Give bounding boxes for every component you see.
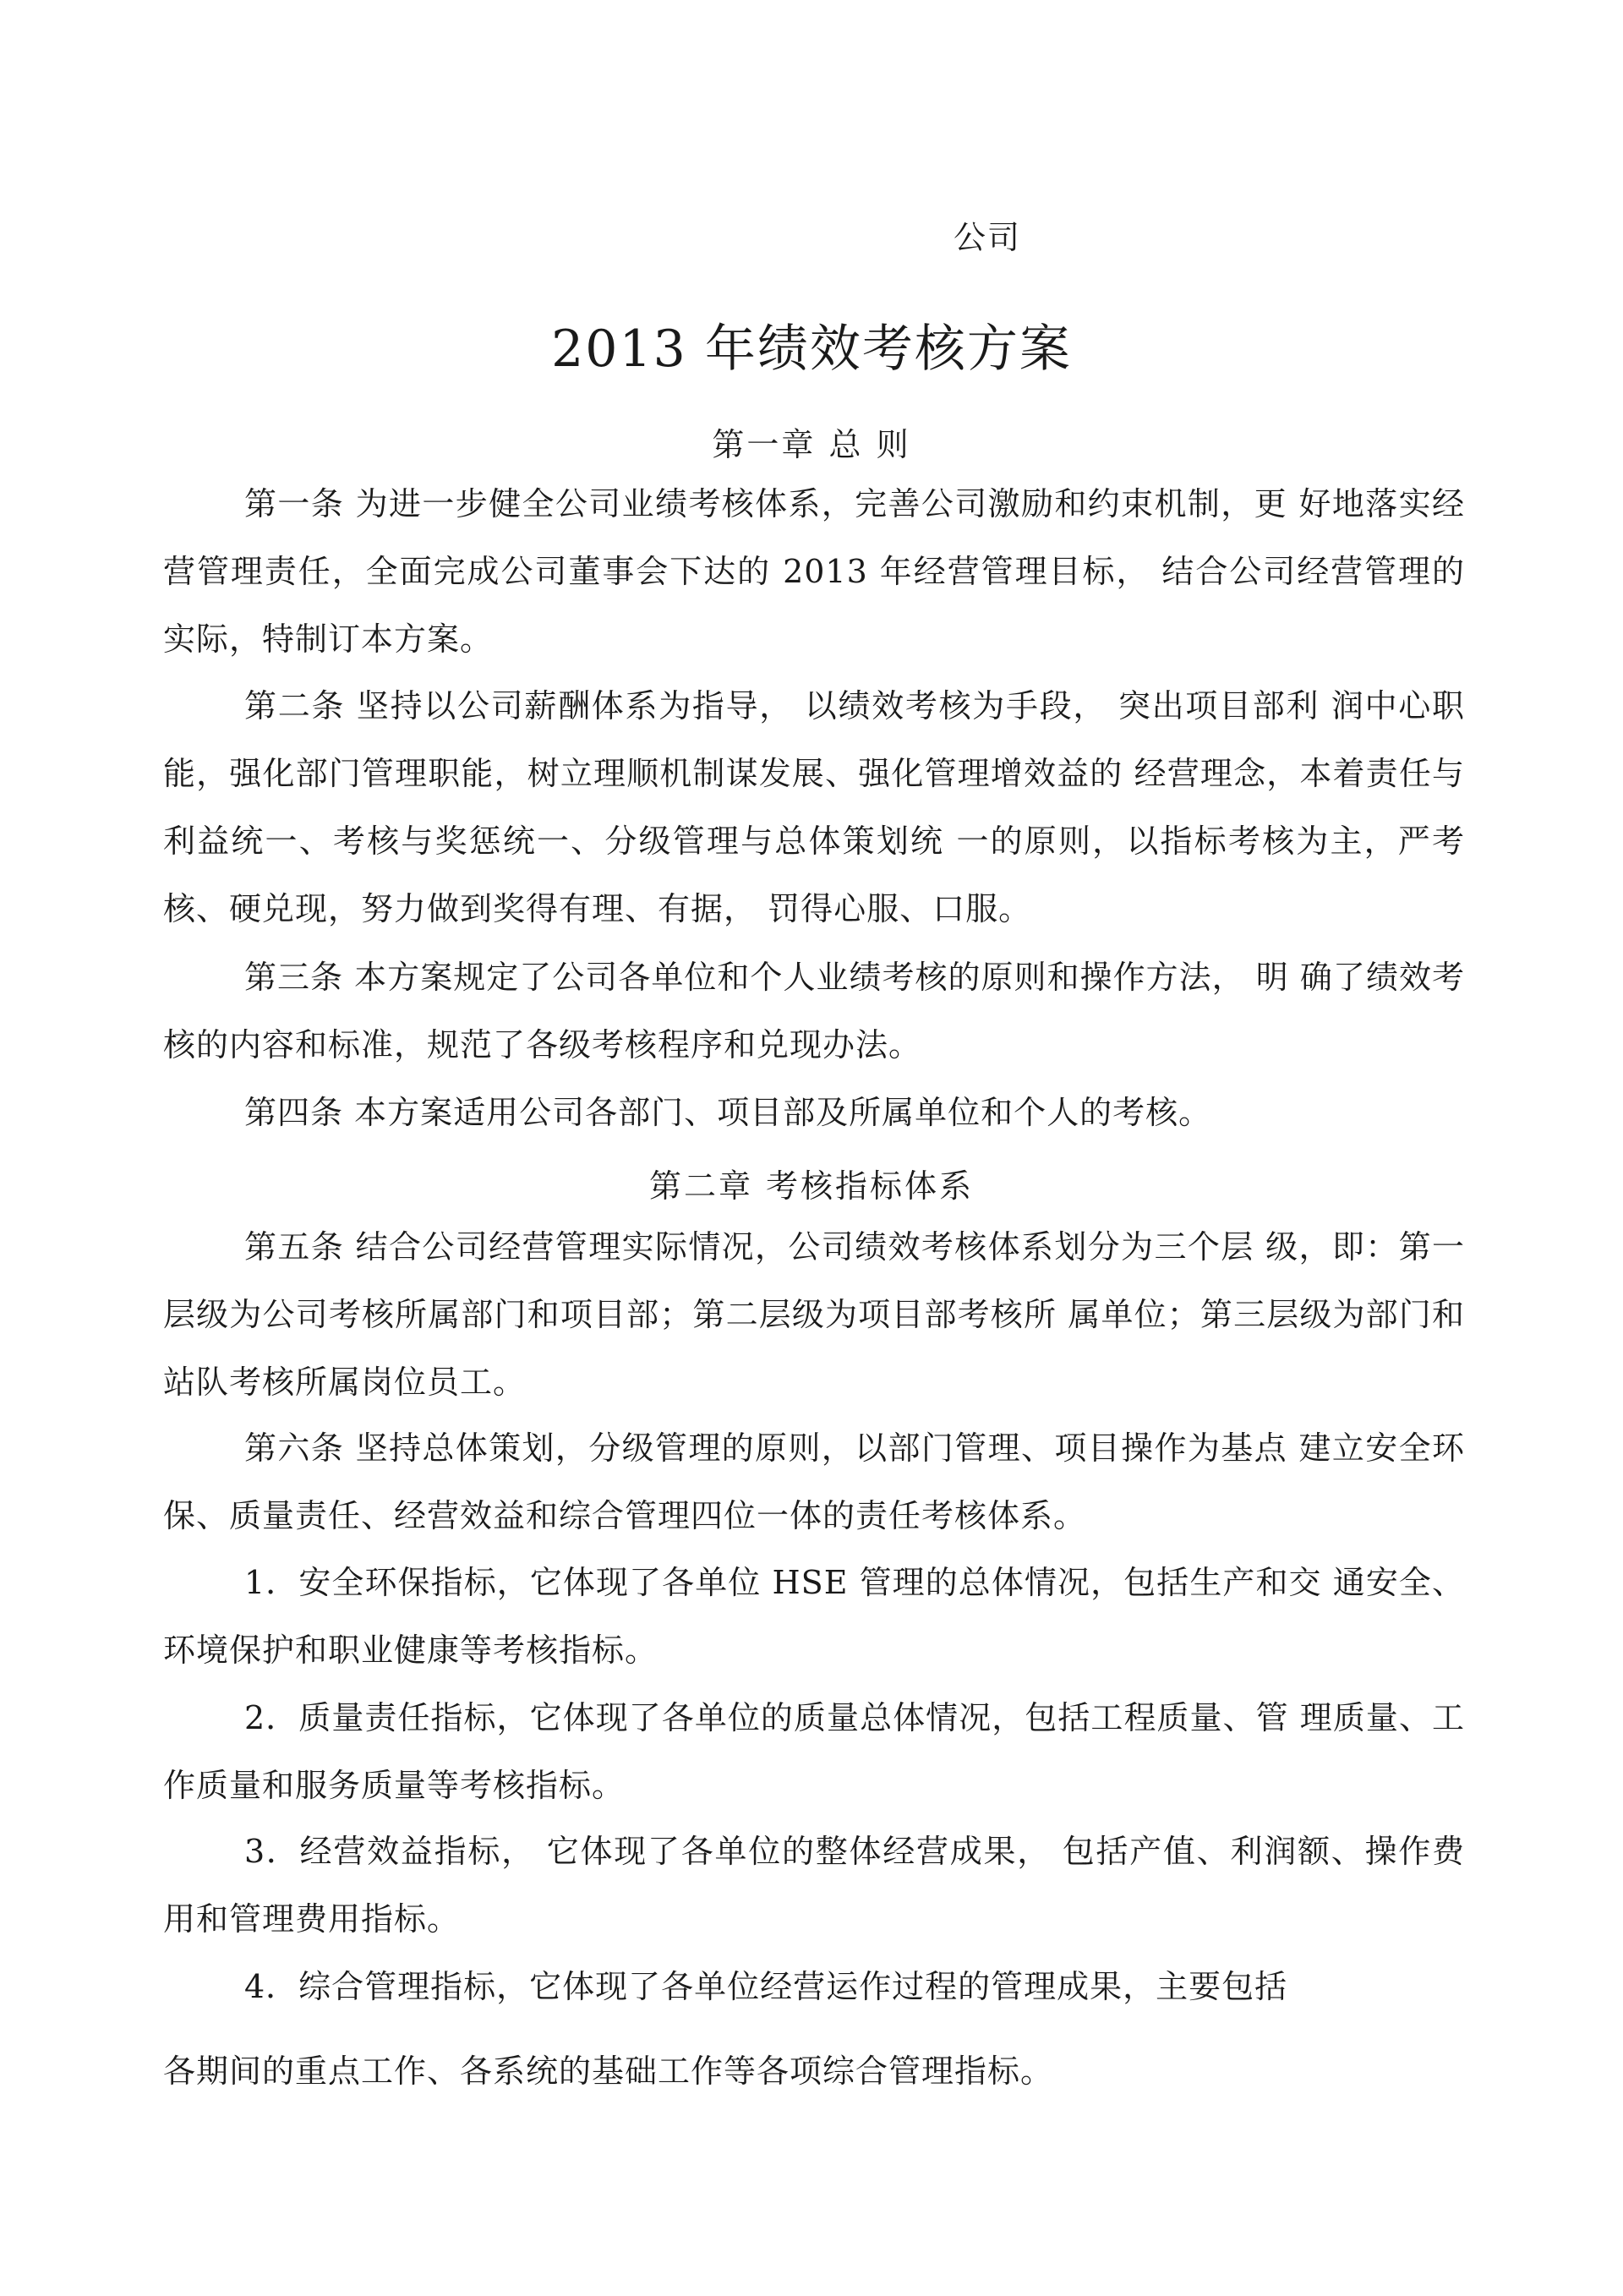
- chapter-heading-2: 第二章 考核指标体系: [648, 1167, 975, 1205]
- article-2-paragraph: 第二条 坚持以公司薪酬体系为指导， 以绩效考核为手段， 突出项目部利 润中心职能，强化部门管理职能，树立理顺机制谋发展、强化管理增效益的 经营理念，本着责任与利益统一、考核与奖惩统一、分级管理与总体策划统 一的原则，以指标考核为主，严考核、硬兑现，努力做到奖得有理、有据， 罚得心服、口服。: [163, 687, 1465, 927]
- article-1-paragraph: 第一条 为进一步健全公司业绩考核体系，完善公司激励和约束机制，更 好地落实经营管理责任，全面完成公司董事会下达的 2013 年经营管理目标， 结合公司经营管理的实际，特制订本方案。: [163, 485, 1465, 658]
- chapter-heading-1: 第一章 总 则: [712, 426, 911, 463]
- article-3-paragraph: 第三条 本方案规定了公司各单位和个人业绩考核的原则和操作方法， 明 确了绩效考核的内容和标准，规范了各级考核程序和兑现办法。: [163, 959, 1465, 1063]
- indicator-2-paragraph: 2．质量责任指标，它体现了各单位的质量总体情况，包括工程质量、管 理质量、工作质量和服务质量等考核指标。: [163, 1699, 1465, 1804]
- indicator-4-continuation: 各期间的重点工作、各系统的基础工作等各项综合管理指标。: [163, 2053, 1054, 2090]
- company-name: 公司: [954, 219, 1022, 256]
- document-title: 2013 年绩效考核方案: [551, 320, 1072, 379]
- indicator-4-paragraph: 4．综合管理指标，它体现了各单位经营运作过程的管理成果，主要包括: [244, 1968, 1288, 2005]
- article-6-paragraph: 第六条 坚持总体策划，分级管理的原则，以部门管理、项目操作为基点 建立安全环保、质量责任、经营效益和综合管理四位一体的责任考核体系。: [163, 1430, 1465, 1534]
- indicator-1-paragraph: 1．安全环保指标，它体现了各单位 HSE 管理的总体情况，包括生产和交 通安全、环境保护和职业健康等考核指标。: [163, 1564, 1465, 1669]
- article-5-paragraph: 第五条 结合公司经营管理实际情况，公司绩效考核体系划分为三个层 级，即：第一层级为公司考核所属部门和项目部；第二层级为项目部考核所 属单位；第三层级为部门和站队考核所属岗位员工。: [163, 1228, 1465, 1401]
- indicator-3-paragraph: 3．经营效益指标， 它体现了各单位的整体经营成果， 包括产值、利润额、操作费用和管理费用指标。: [163, 1833, 1465, 1938]
- article-4-paragraph: 第四条 本方案适用公司各部门、项目部及所属单位和个人的考核。: [244, 1094, 1212, 1131]
